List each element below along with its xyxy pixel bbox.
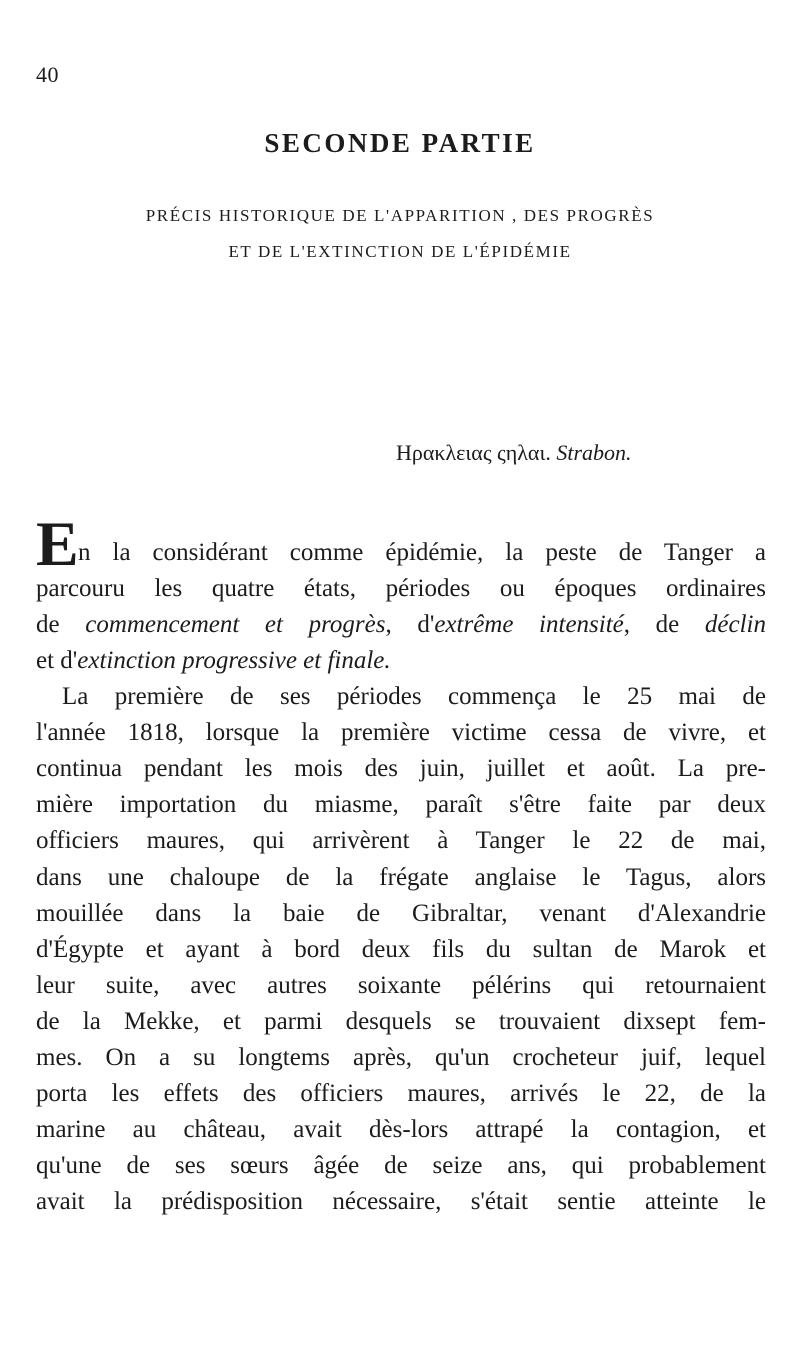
text-run: , d' xyxy=(385,611,435,638)
paragraph2-line-4: mière importation du miasme, paraît s'être faite par deux xyxy=(36,791,766,818)
paragraph2-line-11: mes. On a su longtems après, qu'un crocheteur juif, lequel xyxy=(36,1044,766,1071)
paragraph2-line-8: d'Égypte et ayant à bord deux fils du sultan de Marok et xyxy=(36,936,766,963)
paragraph2-line-14: qu'une de ses sœurs âgée de seize ans, qui probablement xyxy=(36,1152,766,1179)
paragraph1-line-1: n la considérant comme épidémie, la peste de Tanger a xyxy=(78,539,766,566)
page-number: 40 xyxy=(36,62,59,87)
paragraph2-line-15: avait la prédisposition nécessaire, s'était sentie atteinte le xyxy=(36,1188,766,1215)
paragraph2-line-13: marine au château, avait dès-lors attrapé la contagion, et xyxy=(36,1116,766,1143)
text-run-italic: extrême intensité xyxy=(434,611,624,638)
paragraph2-line-6: dans une chaloupe de la frégate anglaise le Tagus, alors xyxy=(36,864,766,891)
paragraph2-line-3: continua pendant les mois des juin, juillet et août. La pre- xyxy=(36,755,766,782)
paragraph1-line-4 xyxy=(36,646,766,676)
drop-cap: E xyxy=(36,508,79,579)
subtitle-line-1: PRÉCIS HISTORIQUE DE L'APPARITION , DES PROGRÈS xyxy=(145,206,655,225)
text-run: et d' xyxy=(36,647,78,674)
subtitle-line-2: ET DE L'EXTINCTION DE L'ÉPIDÉMIE xyxy=(228,242,572,261)
text-run: de xyxy=(36,611,86,638)
paragraph2-line-12: porta les effets des officiers maures, arrivés le 22, de la xyxy=(36,1080,766,1107)
paragraph2-line-5: officiers maures, qui arrivèrent à Tanger le 22 de mai, xyxy=(36,827,766,854)
text-run-italic: commencement et progrès xyxy=(85,611,386,638)
paragraph2-line-9: leur suite, avec autres soixante pélérins qui retournaient xyxy=(36,972,766,999)
text-run-italic: déclin xyxy=(704,611,766,638)
epigraph xyxy=(396,440,632,466)
part-title: SECONDE PARTIE xyxy=(264,128,536,158)
paragraph1-line-2: parcouru les quatre états, périodes ou époques ordinaires xyxy=(36,575,766,602)
paragraph2-line-2: l'année 1818, lorsque la première victime cessa de vivre, et xyxy=(36,719,766,746)
text-run: , de xyxy=(623,611,705,638)
paragraph2-line-10: de la Mekke, et parmi desquels se trouvaient dixsept fem- xyxy=(36,1008,766,1035)
epigraph-author: Strabon. xyxy=(556,440,632,465)
text-run-italic: extinction progressive et finale. xyxy=(77,647,391,674)
epigraph-greek: Ηρακλειας ςηλαι. xyxy=(396,440,551,465)
paragraph2-line-7: mouillée dans la baie de Gibraltar, venant d'Alexandrie xyxy=(36,900,766,927)
paragraph1-line-3 xyxy=(36,610,766,640)
paragraph2-line-1: La première de ses périodes commença le 25 mai de xyxy=(62,683,766,710)
